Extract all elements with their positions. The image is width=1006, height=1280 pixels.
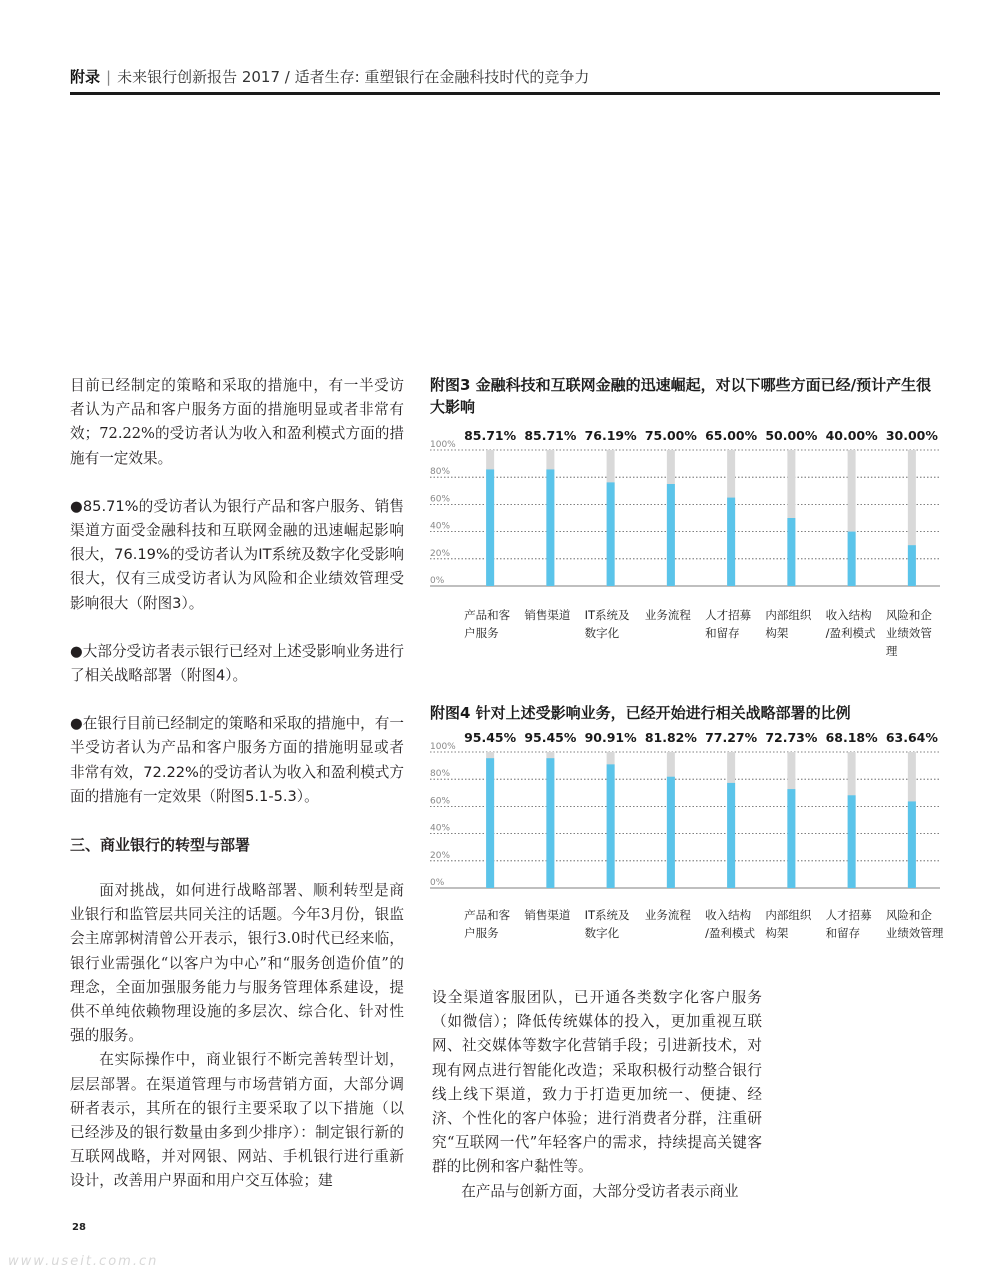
category-label bbox=[524, 906, 590, 924]
category-label bbox=[464, 606, 530, 642]
category-label-line: 销售渠道 bbox=[524, 908, 571, 922]
right-paragraph-2: 在产品与创新方面，大部分受访者表示商业 bbox=[461, 1182, 739, 1200]
data-label: 76.19% bbox=[584, 428, 637, 443]
y-tick-label: 40% bbox=[430, 521, 451, 532]
bar bbox=[727, 783, 735, 888]
data-label: 68.18% bbox=[825, 730, 878, 745]
data-label: 65.00% bbox=[705, 428, 758, 443]
category-label-line: 风险和企 bbox=[885, 608, 932, 622]
y-tick-label: 0% bbox=[430, 878, 445, 888]
header-section: 附录 bbox=[70, 68, 101, 86]
category-label-line: 和留存 bbox=[705, 626, 740, 640]
running-header bbox=[70, 66, 940, 94]
bar bbox=[848, 795, 856, 888]
category-label-line: 人才招募 bbox=[825, 908, 872, 922]
category-label bbox=[765, 606, 831, 642]
category-label-line: 产品和客 bbox=[464, 908, 511, 922]
intro-paragraph: 目前已经制定的策略和采取的措施中，有一半受访者认为产品和客户服务方面的措施明显或者非常有效；72.22%的受访者认为收入和盈利模式方面的措施有一定效果。 bbox=[70, 377, 404, 467]
figure-3 bbox=[430, 374, 942, 664]
category-label-line: 构架 bbox=[765, 926, 789, 940]
figure-4 bbox=[430, 702, 942, 952]
body-paragraph-1: 面对挑战，如何进行战略部署、顺利转型是商业银行和监管层共同关注的话题。今年3月份，银监会主席郭树清曾公开表示，银行3.0时代已经来临，银行业需强化“以客户为中心”和“服务创造价值”的理念，全面加强服务能力与服务管理体系建设，提供不单纯依赖物理设施的多层次、综合化、针对性强的服务。 bbox=[70, 882, 404, 1045]
watermark: www.useit.com.cn bbox=[8, 1254, 159, 1269]
bar bbox=[607, 482, 615, 586]
bar bbox=[727, 498, 735, 586]
category-label-line: 收入结构 bbox=[705, 908, 752, 922]
data-label: 77.27% bbox=[705, 730, 758, 745]
data-label: 40.00% bbox=[825, 428, 878, 443]
bar bbox=[787, 789, 795, 888]
figure-3-chart bbox=[430, 426, 942, 592]
bar bbox=[908, 801, 916, 888]
bullet-paragraph-1: ●85.71%的受访者认为银行产品和客户服务、销售渠道方面受金融科技和互联网金融的迅速崛起影响很大，76.19%的受访者认为IT系统及数字化受影响很大，仅有三成受访者认为风险和企业绩效管理受影响很大（附图3）。 bbox=[70, 497, 404, 612]
category-label-line: 业务流程 bbox=[644, 908, 691, 922]
category-label bbox=[585, 606, 651, 642]
header-title: 未来银行创新报告 2017 / 适者生存: 重塑银行在金融科技时代的竞争力 bbox=[117, 68, 590, 86]
data-label: 63.64% bbox=[885, 730, 938, 745]
header-rule bbox=[70, 92, 940, 95]
header-separator: | bbox=[106, 68, 112, 86]
y-tick-label: 80% bbox=[430, 769, 451, 780]
y-tick-label: 40% bbox=[430, 823, 451, 834]
bar bbox=[787, 518, 795, 586]
figure-3-title: 附图3 金融科技和互联网金融的迅速崛起，对以下哪些方面已经/预计产生很大影响 bbox=[430, 376, 932, 416]
category-label bbox=[585, 906, 651, 942]
bar bbox=[546, 469, 554, 586]
category-label-line: 户服务 bbox=[464, 626, 499, 640]
y-tick-label: 0% bbox=[430, 576, 445, 586]
category-label-line: 构架 bbox=[765, 626, 789, 640]
category-label-line: IT系统及 bbox=[584, 608, 630, 622]
y-tick-label: 60% bbox=[430, 494, 451, 505]
category-label-line: 人才招募 bbox=[705, 608, 752, 622]
category-label bbox=[705, 606, 771, 642]
left-column bbox=[70, 374, 404, 1194]
bar bbox=[848, 532, 856, 586]
category-label-line: 收入结构 bbox=[825, 608, 872, 622]
y-tick-label: 100% bbox=[430, 742, 456, 752]
bar bbox=[486, 758, 494, 888]
data-label: 85.71% bbox=[464, 428, 517, 443]
category-label bbox=[524, 606, 590, 624]
category-label-line: /盈利模式 bbox=[825, 626, 876, 640]
category-label-line: 风险和企 bbox=[885, 908, 932, 922]
bar bbox=[667, 777, 675, 888]
category-label-line: 内部组织 bbox=[765, 608, 812, 622]
data-label: 95.45% bbox=[524, 730, 577, 745]
bullet-paragraph-2: ●大部分受访者表示银行已经对上述受影响业务进行了相关战略部署（附图4）。 bbox=[70, 642, 404, 685]
data-label: 30.00% bbox=[885, 428, 938, 443]
category-label-line: 产品和客 bbox=[464, 608, 511, 622]
category-label-line: IT系统及 bbox=[584, 908, 630, 922]
category-label bbox=[705, 906, 771, 942]
bar bbox=[667, 484, 675, 586]
category-label-line: 数字化 bbox=[584, 626, 620, 640]
category-label-line: 理 bbox=[885, 644, 898, 658]
bar bbox=[908, 545, 916, 586]
bullet-paragraph-3: ●在银行目前已经制定的策略和采取的措施中，有一半受访者认为产品和客户服务方面的措施明显或者非常有效，72.22%的受访者认为收入和盈利模式方面的措施有一定效果（附图5.1-5.3）。 bbox=[70, 715, 404, 805]
data-label: 95.45% bbox=[464, 730, 517, 745]
bar bbox=[546, 758, 554, 888]
figure-3-categories bbox=[454, 606, 942, 660]
category-label bbox=[464, 906, 530, 942]
bar bbox=[486, 469, 494, 586]
figure-4-chart bbox=[430, 728, 942, 894]
figure-4-categories bbox=[454, 906, 942, 960]
category-label-line: 内部组织 bbox=[765, 908, 812, 922]
y-tick-label: 60% bbox=[430, 796, 451, 807]
category-label bbox=[826, 906, 892, 942]
category-label bbox=[645, 606, 711, 624]
chart-svg-3 bbox=[430, 426, 942, 592]
data-label: 90.91% bbox=[584, 730, 637, 745]
category-label bbox=[826, 606, 892, 642]
category-label-line: 销售渠道 bbox=[524, 608, 571, 622]
chart-svg-4 bbox=[430, 728, 942, 894]
data-label: 81.82% bbox=[644, 730, 697, 745]
page-number: 28 bbox=[72, 1222, 86, 1233]
bar bbox=[607, 764, 615, 888]
y-tick-label: 100% bbox=[430, 440, 456, 450]
category-label-line: 业务流程 bbox=[644, 608, 691, 622]
data-label: 50.00% bbox=[765, 428, 818, 443]
category-label bbox=[765, 906, 831, 942]
y-tick-label: 20% bbox=[430, 548, 451, 559]
category-label bbox=[886, 906, 952, 942]
category-label bbox=[645, 906, 711, 924]
right-paragraph-1: 设全渠道客服团队，已开通各类数字化客户服务（如微信）；降低传统媒体的投入，更加重视互联网、社交媒体等数字化营销手段；引进新技术，对现有网点进行智能化改造；采取积极行动整合银行线上线下渠道，致力于打造更加统一、便捷、经济、个性化的客户体验；进行消费者分群，注重研究“互联网一代”年轻客户的需求，持续提高关键客群的比例和客户黏性等。 bbox=[432, 989, 762, 1176]
category-label-line: /盈利模式 bbox=[705, 926, 755, 940]
category-label-line: 业绩效管 bbox=[885, 626, 932, 640]
data-label: 72.73% bbox=[765, 730, 818, 745]
data-label: 85.71% bbox=[524, 428, 577, 443]
right-column bbox=[432, 986, 762, 1204]
data-label: 75.00% bbox=[644, 428, 697, 443]
figure-4-title: 附图4 针对上述受影响业务，已经开始进行相关战略部署的比例 bbox=[430, 704, 851, 722]
category-label-line: 业绩效管理 bbox=[885, 926, 944, 940]
body-paragraph-2: 在实际操作中，商业银行不断完善转型计划，层层部署。在渠道管理与市场营销方面，大部分调研者表示，其所在的银行主要采取了以下措施（以已经涉及的银行数量由多到少排序）：制定银行新的互联网战略，并对网银、网站、手机银行进行重新设计，改善用户界面和用户交互体验；建 bbox=[70, 1051, 404, 1190]
category-label bbox=[886, 606, 952, 660]
category-label-line: 户服务 bbox=[464, 926, 499, 940]
section-title: 三、商业银行的转型与部署 bbox=[70, 836, 251, 855]
y-tick-label: 80% bbox=[430, 467, 451, 478]
category-label-line: 数字化 bbox=[584, 926, 620, 940]
category-label-line: 和留存 bbox=[825, 926, 861, 940]
y-tick-label: 20% bbox=[430, 850, 451, 861]
